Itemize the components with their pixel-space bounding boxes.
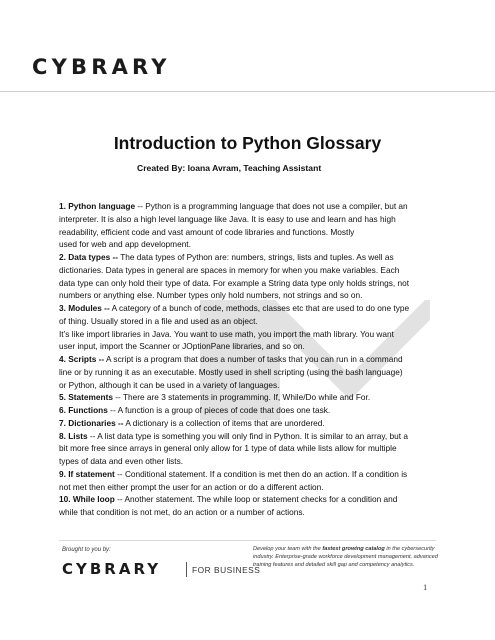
page-number: 1 (423, 582, 428, 592)
glossary-entry: 5. Statements -- There are 3 statements in programming. If, While/Do while and For. (59, 392, 371, 403)
glossary-entry: 6. Functions -- A function is a group of pieces of code that does one task. (59, 405, 331, 415)
author-byline: Created By: Ioana Avram, Teaching Assistant (137, 163, 322, 173)
glossary-entry: 3. Modules -- A category of a bunch of code, methods, classes etc that are used to do one type of thing. Usually stored in a file and used as an object. It’s like import libraries in Java. You want to use math, you import the math library. You want user input, import the Scanner or JOptionPane libraries, and so on. (59, 303, 410, 352)
cybrary-logo: CYBRARY (32, 55, 171, 79)
glossary-term: 5. Statements (59, 392, 113, 403)
glossary-term: 8. Lists (59, 430, 88, 441)
promo-text: Develop your team with the fastest growing catalog in the cybersecurity industry. Enterprise-grade workforce development management, advanced training features and detailed skill gap and competency analytics. (253, 546, 438, 569)
glossary-term: 1. Python language (59, 201, 136, 211)
glossary-entry: 2. Data types -- The data types of Python are: numbers, strings, lists and tuples. As well as dictionaries. Data types in general are spaces in memory for when you make variables. Each data type can only hold their type of data. For example a String data type only holds strings, not numbers or anything else. Number types only hold numbers, not strings and so on. (59, 252, 410, 301)
promo-highlight: fastest growing catalog (322, 546, 385, 552)
for-business-label: FOR BUSINESS (192, 565, 261, 575)
glossary-entry: 4. Scripts -- A script is a program that does a number of tasks that you can run in a command line or by running it as an executable. Mostly used in shell scripting (using the bash language) or Python, although it can be used in a variety of languages. (59, 354, 403, 390)
glossary-term: 7. Dictionaries -- (59, 417, 124, 428)
glossary-term: 9. If statement (59, 468, 115, 479)
page-title: Introduction to Python Glossary (113, 133, 382, 153)
glossary-entry: 9. If statement -- Conditional statement. If a condition is met then do an action. If a condition is not met then either prompt the user for an action or do a different action. (59, 468, 408, 492)
glossary-term: 3. Modules -- (59, 303, 110, 313)
glossary-term: 10. While loop (59, 494, 115, 505)
glossary-entry: 10. While loop -- Another statement. The while loop or statement checks for a condition and while that condition is not met, do an action or a number of actions. (59, 494, 398, 517)
glossary-term: 2. Data types -- (59, 252, 119, 262)
header-divider (0, 91, 495, 92)
glossary-term: 6. Functions (59, 405, 108, 415)
glossary-body (59, 200, 439, 519)
glossary-entry: 8. Lists -- A list data type is something you will only find in Python. It is similar to an array, but a bit more free since arrays in general only allow for 1 type of data while lists allow for multiple types of data and even other lists. (59, 430, 408, 466)
glossary-entry: 7. Dictionaries -- A dictionary is a collection of items that are unordered. (59, 417, 325, 428)
brought-to-you-label: Brought to you by: (62, 547, 111, 553)
logo-separator (186, 562, 187, 577)
glossary-entry: 1. Python language -- Python is a programming language that does not use a compiler, but an interpreter. It is also a high level language like Java. It is easy to use and learn and has high readability, efficient code and vast amount of code libraries and functions. Mostly used for web and app development. (59, 201, 408, 250)
glossary-term: 4. Scripts -- (59, 354, 105, 364)
cybrary-footer-logo: CYBRARY (62, 560, 162, 578)
footer-divider (59, 540, 436, 541)
